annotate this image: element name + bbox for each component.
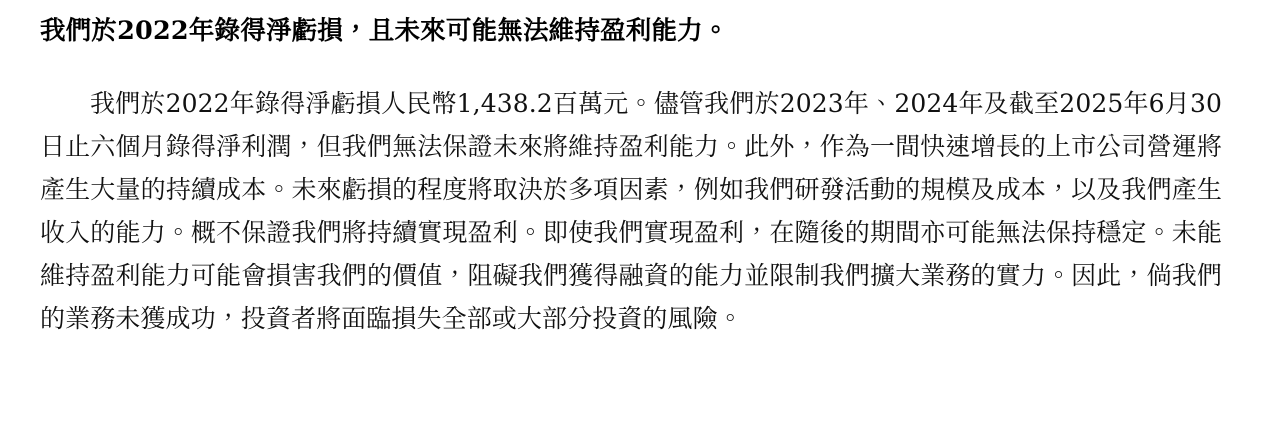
risk-factor-heading: 我們於2022年錄得淨虧損，且未來可能無法維持盈利能力。 bbox=[40, 16, 729, 46]
risk-factor-body-paragraph: 我們於2022年錄得淨虧損人民幣1,438.2百萬元。儘管我們於2023年、2024年及截至2025年6月30日止六個月錄得淨利潤，但我們無法保證未來將維持盈利能力。此外，作為一間快速增長的上市公司營運將產生大量的持續成本。未來虧損的程度將取決於多項因素，例如我們研發活動的規模及成本，以及我們產生收入的能力。概不保證我們將持續實現盈利。即使我們實現盈利，在隨後的期間亦可能無法保持穩定。未能維持盈利能力可能會損害我們的價值，阻礙我們獲得融資的能力並限制我們擴大業務的實力。因此，倘我們的業務未獲成功，投資者將面臨損失全部或大部分投資的風險。 bbox=[40, 89, 1222, 334]
